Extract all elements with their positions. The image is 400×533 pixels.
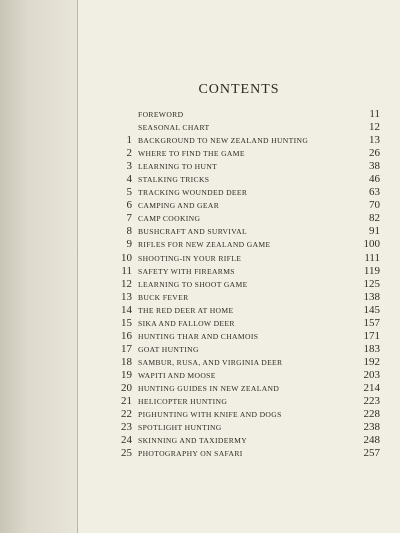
chapter-title: WAPITI AND MOOSE	[138, 370, 216, 380]
toc-entry	[110, 395, 380, 408]
toc-entry	[110, 278, 380, 291]
page-number: 145	[363, 303, 380, 316]
page-number: 38	[369, 160, 380, 173]
page-number: 11	[369, 108, 380, 120]
chapter-title: TRACKING WOUNDED DEER	[138, 188, 248, 198]
chapter-title: SEASONAL CHART	[138, 123, 210, 133]
toc-entry	[110, 330, 380, 343]
toc-entry	[110, 447, 380, 460]
toc-entry	[110, 291, 380, 304]
page-number: 223	[363, 395, 380, 408]
chapter-number: 10	[121, 251, 132, 264]
toc-entry	[110, 408, 380, 421]
page-number: 12	[369, 121, 380, 134]
page-number: 203	[363, 368, 380, 381]
chapter-title: HELICOPTER HUNTING	[138, 397, 228, 407]
chapter-title: GOAT HUNTING	[138, 344, 199, 354]
toc-entry	[110, 108, 380, 121]
toc-entry	[110, 173, 380, 186]
chapter-number: 5	[126, 186, 132, 199]
contents-heading: CONTENTS	[198, 82, 280, 97]
chapter-number: 15	[121, 316, 132, 329]
toc-entry	[110, 369, 380, 382]
page-number: 119	[363, 264, 380, 277]
chapter-number: 19	[121, 368, 132, 381]
toc-entry	[110, 186, 380, 199]
page-number: 192	[363, 355, 380, 368]
chapter-title: PHOTOGRAPHY ON SAFARI	[138, 449, 243, 459]
toc-entry	[110, 317, 380, 330]
chapter-number: 24	[121, 434, 132, 447]
page-number: 248	[363, 434, 380, 447]
toc-entry	[110, 212, 380, 225]
chapter-title: BACKGROUND TO NEW ZEALAND HUNTING	[138, 136, 309, 146]
chapter-title: SKINNING AND TAXIDERMY	[138, 436, 248, 446]
page-number: 70	[369, 199, 380, 212]
chapter-title: CAMPING AND GEAR	[138, 201, 220, 211]
page-number: 26	[369, 147, 380, 160]
page-number: 82	[369, 212, 380, 225]
chapter-title: SAFETY WITH FIREARMS	[138, 266, 235, 276]
toc-entry	[110, 134, 380, 147]
toc-entry	[110, 356, 380, 369]
chapter-number: 4	[126, 173, 132, 186]
chapter-title: HUNTING THAR AND CHAMOIS	[138, 331, 259, 341]
chapter-title: WHERE TO FIND THE GAME	[138, 149, 245, 159]
book-spine-shadow	[0, 0, 80, 533]
chapter-title: RIFLES FOR NEW ZEALAND GAME	[138, 240, 271, 250]
page-number: 157	[363, 316, 380, 329]
toc-entry	[110, 304, 380, 317]
chapter-number: 20	[121, 381, 132, 394]
page-number: 13	[369, 134, 380, 147]
chapter-number: 8	[126, 225, 132, 238]
page-number: 100	[363, 238, 380, 251]
chapter-number: 14	[121, 303, 132, 316]
chapter-title: LEARNING TO HUNT	[138, 162, 218, 172]
page-number: 228	[363, 408, 380, 421]
toc-entry	[110, 382, 380, 395]
chapter-number: 7	[126, 212, 132, 225]
page-number: 125	[363, 277, 380, 290]
toc-entry	[110, 343, 380, 356]
chapter-title: BUSHCRAFT AND SURVIVAL	[138, 227, 247, 237]
toc-entry	[110, 265, 380, 278]
toc-entry	[110, 225, 380, 238]
chapter-number: 12	[121, 277, 132, 290]
toc-entry	[110, 434, 380, 447]
chapter-number: 11	[121, 264, 132, 277]
page-number: 238	[363, 421, 380, 434]
toc-entry	[110, 421, 380, 434]
page-number: 183	[363, 342, 380, 355]
chapter-title: CAMP COOKING	[138, 214, 201, 224]
page-number: 171	[363, 329, 380, 342]
chapter-number: 23	[121, 421, 132, 434]
page-number: 257	[363, 447, 380, 460]
chapter-number: 18	[121, 355, 132, 368]
chapter-title: HUNTING GUIDES IN NEW ZEALAND	[138, 383, 280, 393]
chapter-title: SPOTLIGHT HUNTING	[138, 423, 222, 433]
page-number: 214	[363, 381, 380, 394]
chapter-title: SHOOTING-IN YOUR RIFLE	[138, 253, 242, 263]
page-number: 63	[369, 186, 380, 199]
page-number: 138	[363, 290, 380, 303]
page-number: 111	[364, 251, 380, 264]
toc-entry	[110, 121, 380, 134]
chapter-number: 1	[126, 134, 132, 147]
chapter-title: SAMBUR, RUSA, AND VIRGINIA DEER	[138, 357, 283, 367]
chapter-title: LEARNING TO SHOOT GAME	[138, 279, 248, 289]
book-page	[78, 0, 400, 533]
page-number: 91	[369, 225, 380, 238]
chapter-number: 17	[121, 342, 132, 355]
chapter-number: 21	[121, 395, 132, 408]
chapter-number: 25	[121, 447, 132, 460]
chapter-number: 2	[126, 147, 132, 160]
chapter-number: 22	[121, 408, 132, 421]
toc-entry	[110, 160, 380, 173]
chapter-number: 16	[121, 329, 132, 342]
chapter-number: 6	[126, 199, 132, 212]
chapter-title: FOREWORD	[138, 110, 184, 119]
toc-entry	[110, 147, 380, 160]
table-of-contents	[110, 108, 380, 460]
chapter-title: SIKA AND FALLOW DEER	[138, 318, 235, 328]
chapter-title: STALKING TRICKS	[138, 175, 210, 185]
toc-entry	[110, 238, 380, 251]
toc-entry	[110, 199, 380, 212]
chapter-title: BUCK FEVER	[138, 292, 189, 302]
toc-entry	[110, 252, 380, 265]
chapter-title: PIGHUNTING WITH KNIFE AND DOGS	[138, 410, 282, 420]
page-number: 46	[369, 173, 380, 186]
chapter-number: 13	[121, 290, 132, 303]
chapter-number: 3	[126, 160, 132, 173]
chapter-number: 9	[126, 238, 132, 251]
chapter-title: THE RED DEER AT HOME	[138, 305, 234, 315]
